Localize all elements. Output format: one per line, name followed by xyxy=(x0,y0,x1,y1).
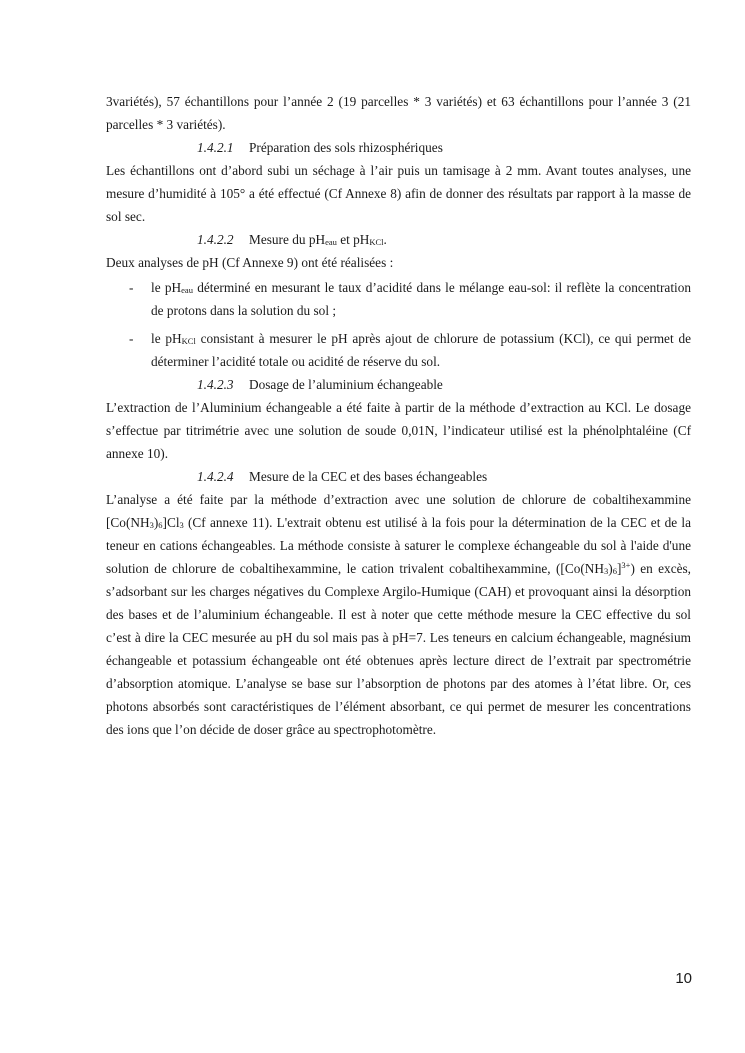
section-number: 1.4.2.4 xyxy=(197,469,234,484)
page-body xyxy=(106,90,691,741)
section-heading-1-4-2-1 xyxy=(106,136,691,159)
page-number: 10 xyxy=(675,970,692,987)
section-intro-1-4-2-2: Deux analyses de pH (Cf Annexe 9) ont été réalisées : xyxy=(106,255,394,270)
section-number: 1.4.2.1 xyxy=(197,140,234,155)
section-title: Préparation des sols rhizosphériques xyxy=(249,140,443,155)
intro-paragraph: 3variétés), 57 échantillons pour l’année 2 (19 parcelles * 3 variétés) et 63 échantillons pour l’année 3 (21 parcelles * 3 variétés). xyxy=(106,94,691,132)
section-title: Dosage de l’aluminium échangeable xyxy=(249,377,443,392)
section-number: 1.4.2.2 xyxy=(197,232,234,247)
section-body-1-4-2-3: L’extraction de l’Aluminium échangeable a été faite à partir de la méthode d’extraction au KCl. Le dosage s’effectue par titrimétrie avec une solution de soude 0,01N, l’indicateur utilisé est la phénolphtaléine (Cf annexe 10). xyxy=(106,400,691,461)
section-title: Mesure de la CEC et des bases échangeables xyxy=(249,469,488,484)
section-heading-1-4-2-2 xyxy=(106,228,691,251)
section-title: Mesure du $pH_{eau}$ et $pH_{KCl}$. xyxy=(249,232,387,247)
section-body-1-4-2-4: L’analyse a été faite par la méthode d’extraction avec une solution de chlorure de cobaltihexammine $[Co(NH_3)_6]Cl_3$ (Cf annexe 11). L'extrait obtenu est utilisé à la fois pour la détermination de la CEC et de la teneur en cations échangeables. La méthode consiste à saturer le complexe échangeable du sol à l'aide d'une solution de chlorure de cobaltihexammine, le cation trivalent cobaltihexammine, $([Co(NH_3)_6]^{3+})$ en excès, s’adsorbant sur les charges négatives du Complexe Argilo-Humique (CAH) et provoquant ainsi la désorption des bases et de l’aluminium échangeable. Il est à noter que cette méthode mesure la CEC effective du sol c’est à dire la CEC mesurée au pH du sol mais pas à pH=7. Les teneurs en calcium échangeable, magnésium échangeable et potassium échangeable ont été obtenues après lecture direct de l’extrait par spectrométrie d’absorption atomique. L’analyse se base sur l’absorption de photons par des atomes à l’état libre. Or, ces photons absorbés sont caractéristiques de l’élément absorbant, ce qui permet de mesurer les concentrations des ions que l’on décide de doser grâce au spectrophotomètre. xyxy=(106,492,691,737)
list-item: - le $pH_{eau}$ déterminé en mesurant le taux d’acidité dans le mélange eau-sol: il reflète la concentration de protons dans la solution du sol ; xyxy=(106,276,691,322)
section-body-1-4-2-1: Les échantillons ont d’abord subi un séchage à l’air puis un tamisage à 2 mm. Avant toutes analyses, une mesure d’humidité à 105° a été effectué (Cf Annexe 8) afin de donner des résultats par rapport à la masse de sol sec. xyxy=(106,163,691,224)
bullet-dash: - xyxy=(129,331,134,346)
list-item: - le $pH_{KCl}$ consistant à mesurer le pH après ajout de chlorure de potassium (KCl), ce qui permet de déterminer l’acidité totale ou acidité de réserve du sol. xyxy=(106,327,691,373)
section-heading-1-4-2-4 xyxy=(106,465,691,488)
section-number: 1.4.2.3 xyxy=(197,377,234,392)
section-heading-1-4-2-3 xyxy=(106,373,691,396)
ph-analysis-list xyxy=(106,276,691,373)
bullet-dash: - xyxy=(129,280,134,295)
